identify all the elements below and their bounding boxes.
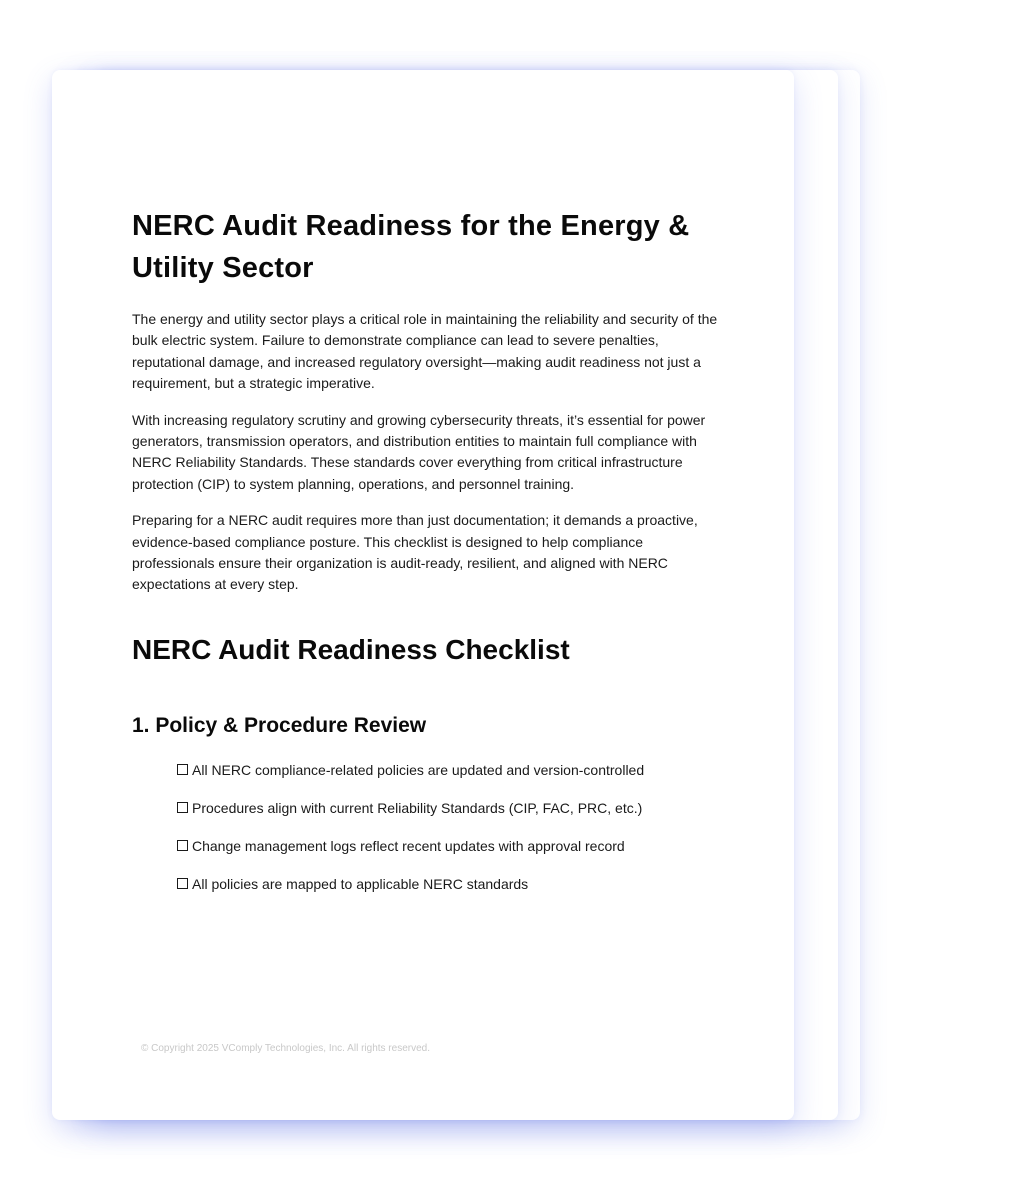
checklist-item-text: Change management logs reflect recent updates with approval record (192, 837, 625, 854)
checklist (132, 760, 722, 894)
page-content (132, 205, 722, 912)
checklist-item (177, 874, 722, 894)
intro-paragraph: Preparing for a NERC audit requires more than just documentation; it demands a proactive, evidence-based compliance posture. This checklist is designed to help compliance professionals ensure their organization is audit-ready, resilient, and aligned with NERC expectations at every step. (132, 512, 698, 593)
checklist-title: NERC Audit Readiness Checklist (132, 633, 570, 665)
checkbox-icon (177, 878, 188, 889)
checkbox-icon (177, 802, 188, 813)
document-page (52, 70, 794, 1120)
intro-paragraph: The energy and utility sector plays a critical role in maintaining the reliability and security of the bulk electric system. Failure to demonstrate compliance can lead to severe penalties, reputational damage, and increased regulatory oversight—making audit readiness not just a requirement, but a strategic imperative. (132, 311, 718, 392)
section-title-policy-procedure: 1. Policy & Procedure Review (132, 713, 427, 737)
copyright-footer: © Copyright 2025 VComply Technologies, Inc. All rights reserved. (141, 1043, 430, 1054)
checklist-item-text: All policies are mapped to applicable NERC standards (192, 875, 529, 892)
checkbox-icon (177, 840, 188, 851)
checklist-item (177, 798, 722, 818)
document-title: NERC Audit Readiness for the Energy & Utility Sector (132, 210, 690, 284)
checklist-item (177, 760, 722, 780)
checklist-item-text: All NERC compliance-related policies are updated and version-controlled (192, 761, 645, 778)
intro-paragraph: With increasing regulatory scrutiny and growing cybersecurity threats, it’s essential for power generators, transmission operators, and distribution entities to maintain full compliance with NERC Reliability Standards. These standards cover everything from critical infrastructure protection (CIP) to system planning, operations, and personnel training. (132, 411, 706, 492)
checklist-item (177, 836, 722, 856)
checkbox-icon (177, 764, 188, 775)
checklist-item-text: Procedures align with current Reliability Standards (CIP, FAC, PRC, etc.) (192, 799, 643, 816)
